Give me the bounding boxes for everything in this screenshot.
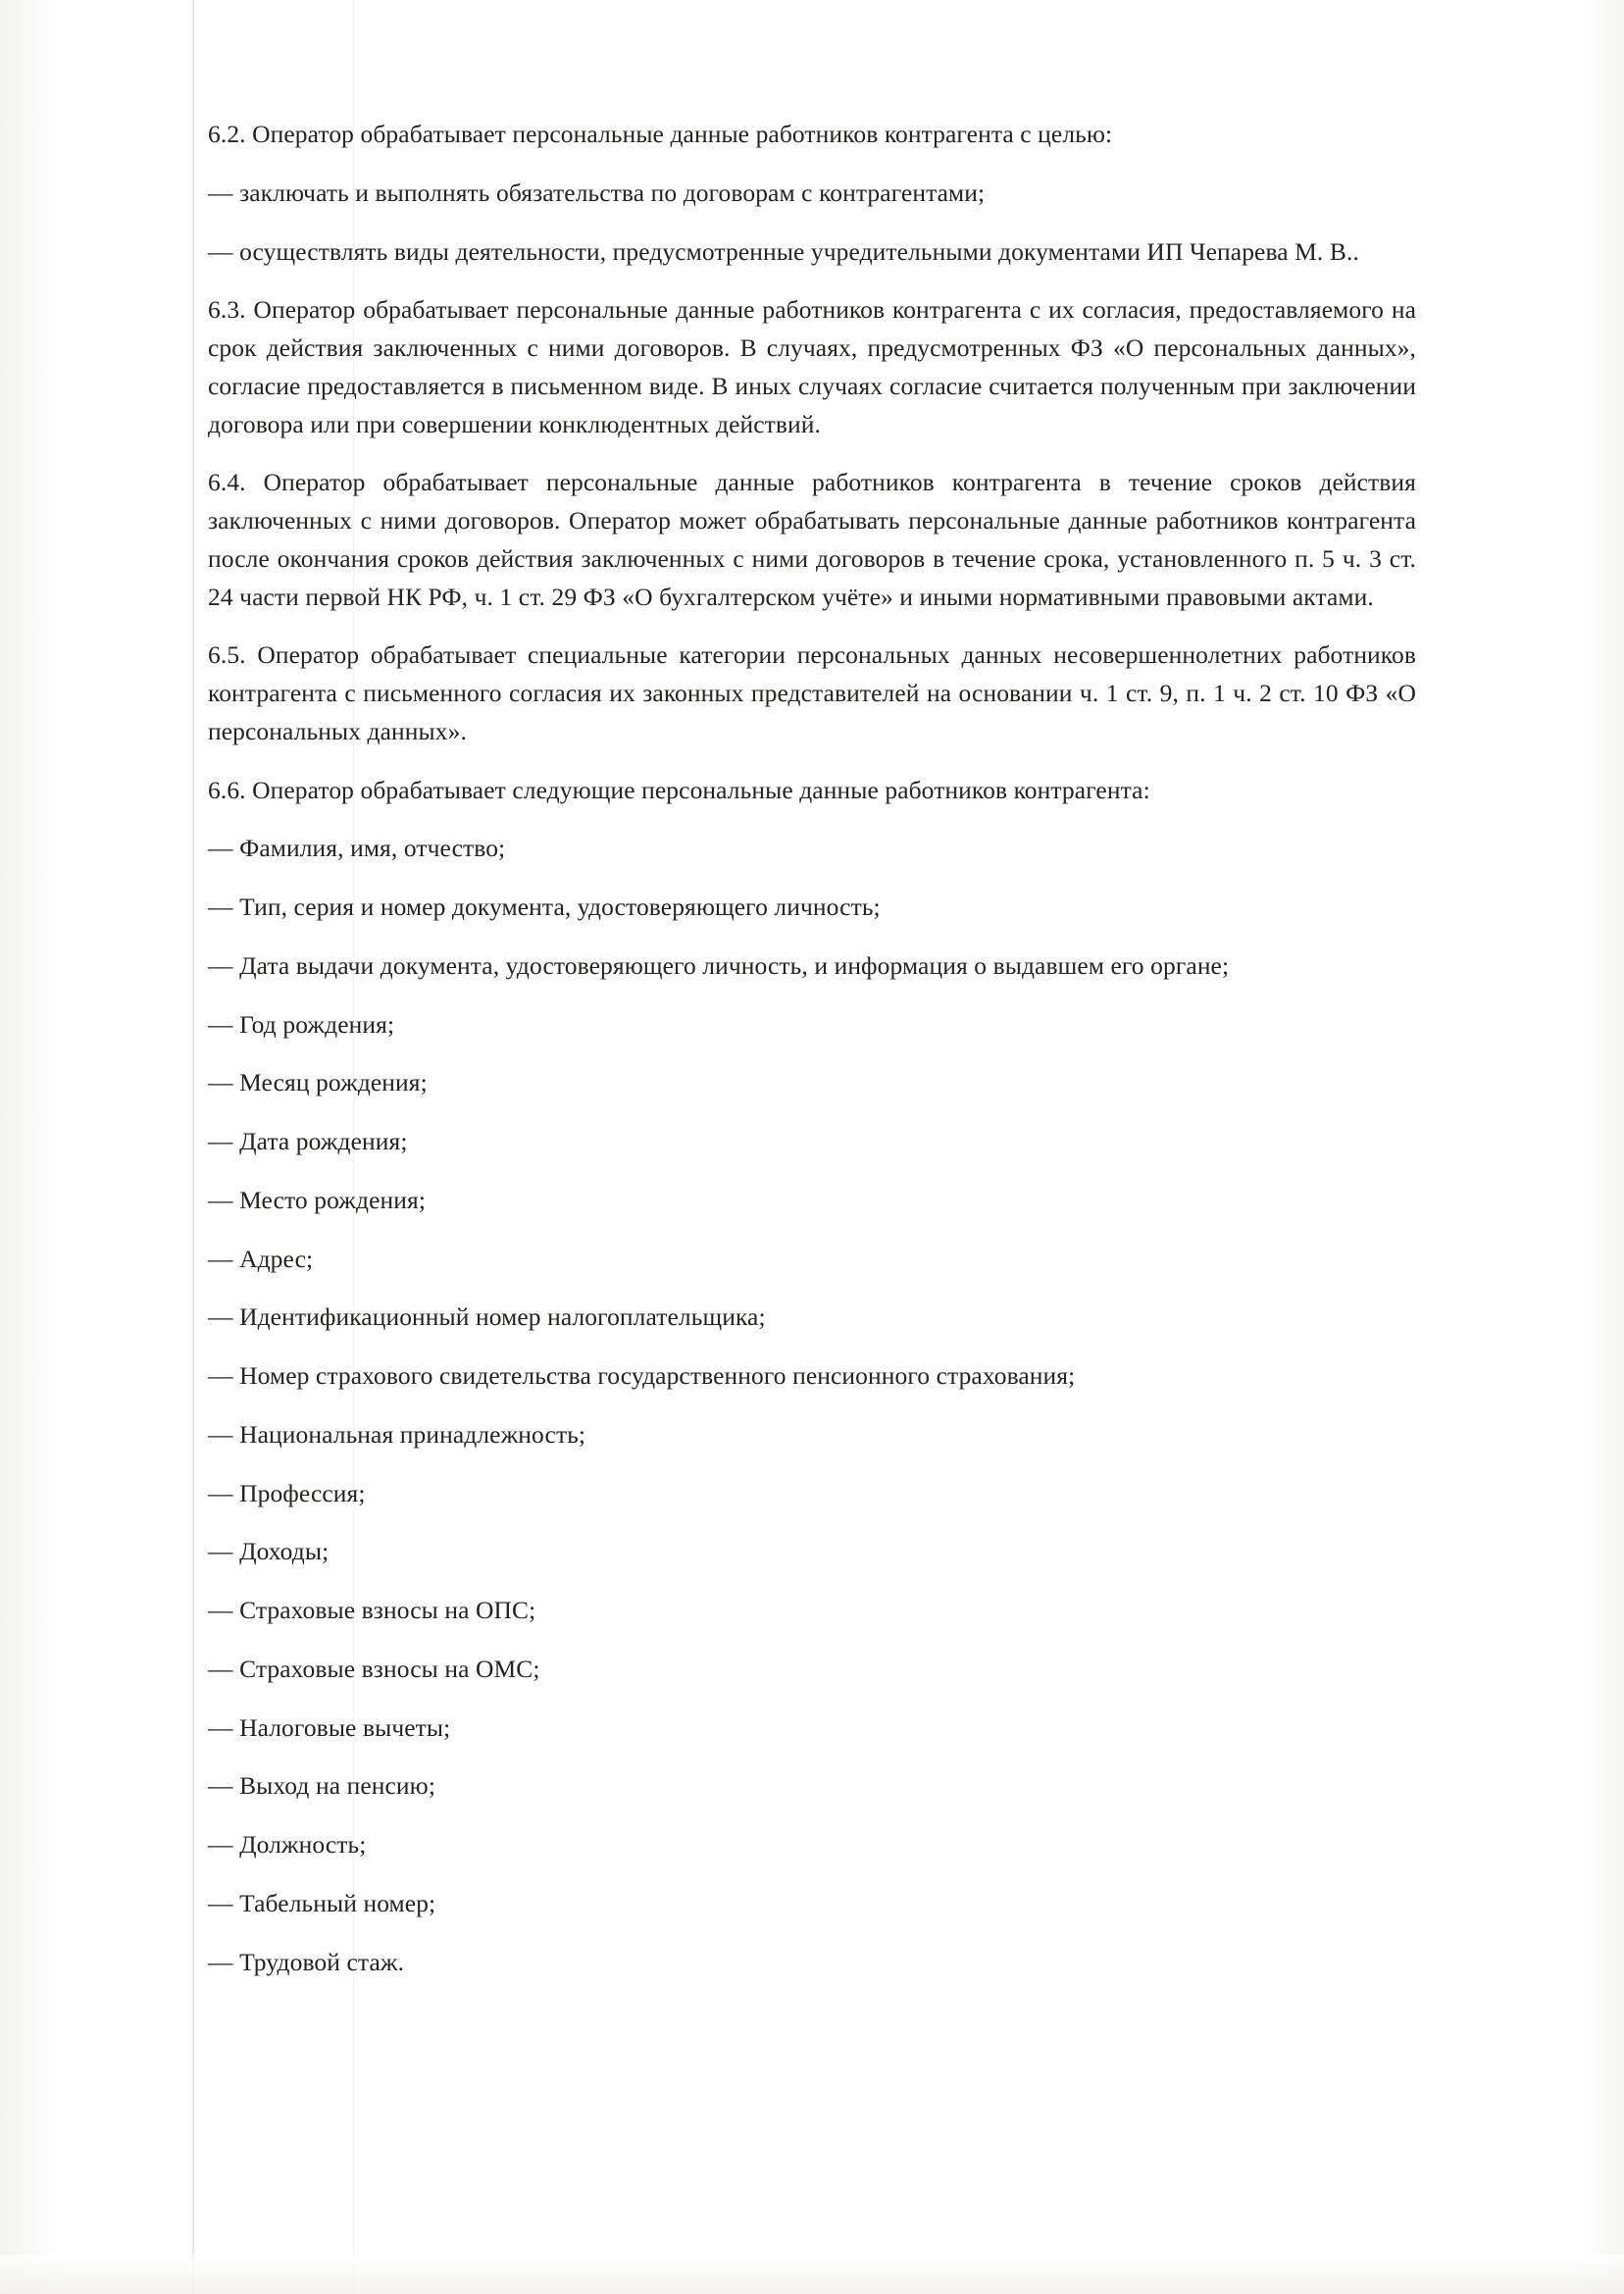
bullet-purpose-1: — заключать и выполнять обязательства по договорам с контрагентами; [208,178,986,207]
list-item: — Дата выдачи документа, удостоверяющего личность, и информация о выдавшем его органе; [208,950,1230,980]
paragraph-6-6: 6.6. Оператор обрабатывает следующие персональные данные работников контрагента: [208,775,1150,804]
list-item: — Идентификационный номер налогоплательщика; [208,1302,766,1332]
list-item: — Номер страхового свидетельства государственного пенсионного страхования; [208,1361,1076,1390]
page-edge-shadow-left [0,0,59,2294]
paragraph-6-3: 6.3. Оператор обрабатывает персональные данные работников контрагента с их согласия, предоставляемого на срок действия заключенных с ними договоров. В случаях, предусмотренных ФЗ «О персональных данных», согласие предоставляется в письменном виде. В иных случаях согласие считается полученным при заключении договора или при совершении конклюдентных действий. [208,295,1416,438]
list-item: — Место рождения; [208,1185,426,1214]
page-fold-line [192,0,194,2294]
paragraph-6-2: 6.2. Оператор обрабатывает персональные данные работников контрагента с целью: [208,120,1113,148]
list-item: — Выход на пенсию; [208,1771,436,1801]
paragraph-6-5: 6.5. Оператор обрабатывает специальные категории персональных данных несовершеннолетних работников контрагента с письменного согласия их законных представителей на основании ч. 1 ст. 9, п. 1 ч. 2 ст. 10 ФЗ «О персональных данных». [208,640,1416,745]
list-item: — Фамилия, имя, отчество; [208,834,506,863]
list-item: — Должность; [208,1830,367,1859]
list-item: — Доходы; [208,1537,330,1566]
bullet-purpose-2: — осуществлять виды деятельности, предусмотренные учредительными документами ИП Чепарева М. В.. [208,236,1359,266]
list-item: — Год рождения; [208,1009,395,1039]
document-body [208,116,1416,2002]
list-item: — Дата рождения; [208,1127,408,1155]
list-item: — Страховые взносы на ОМС; [208,1654,540,1683]
list-item: — Страховые взносы на ОПС; [208,1596,536,1624]
list-item: — Месяц рождения; [208,1068,428,1097]
list-item: — Профессия; [208,1478,366,1507]
list-item: — Трудовой стаж. [208,1947,405,1976]
list-item: — Адрес; [208,1244,314,1273]
page-edge-shadow-right [1577,0,1624,2294]
paragraph-6-4: 6.4. Оператор обрабатывает персональные данные работников контрагента в течение сроков действия заключенных с ними договоров. Оператор может обрабатывать персональные данные работников контрагента после окончания сроков действия заключенных с ними договоров в течение срока, установленного п. 5 ч. 3 ст. 24 части первой НК РФ, ч. 1 ст. 29 ФЗ «О бухгалтерском учёте» и иными нормативными правовыми актами. [208,468,1416,611]
list-item: — Табельный номер; [208,1888,436,1917]
list-item: — Тип, серия и номер документа, удостоверяющего личность; [208,892,881,921]
list-item: — Налоговые вычеты; [208,1712,451,1742]
page-edge-shadow-bottom [0,2255,1624,2294]
list-item: — Национальная принадлежность; [208,1419,586,1449]
